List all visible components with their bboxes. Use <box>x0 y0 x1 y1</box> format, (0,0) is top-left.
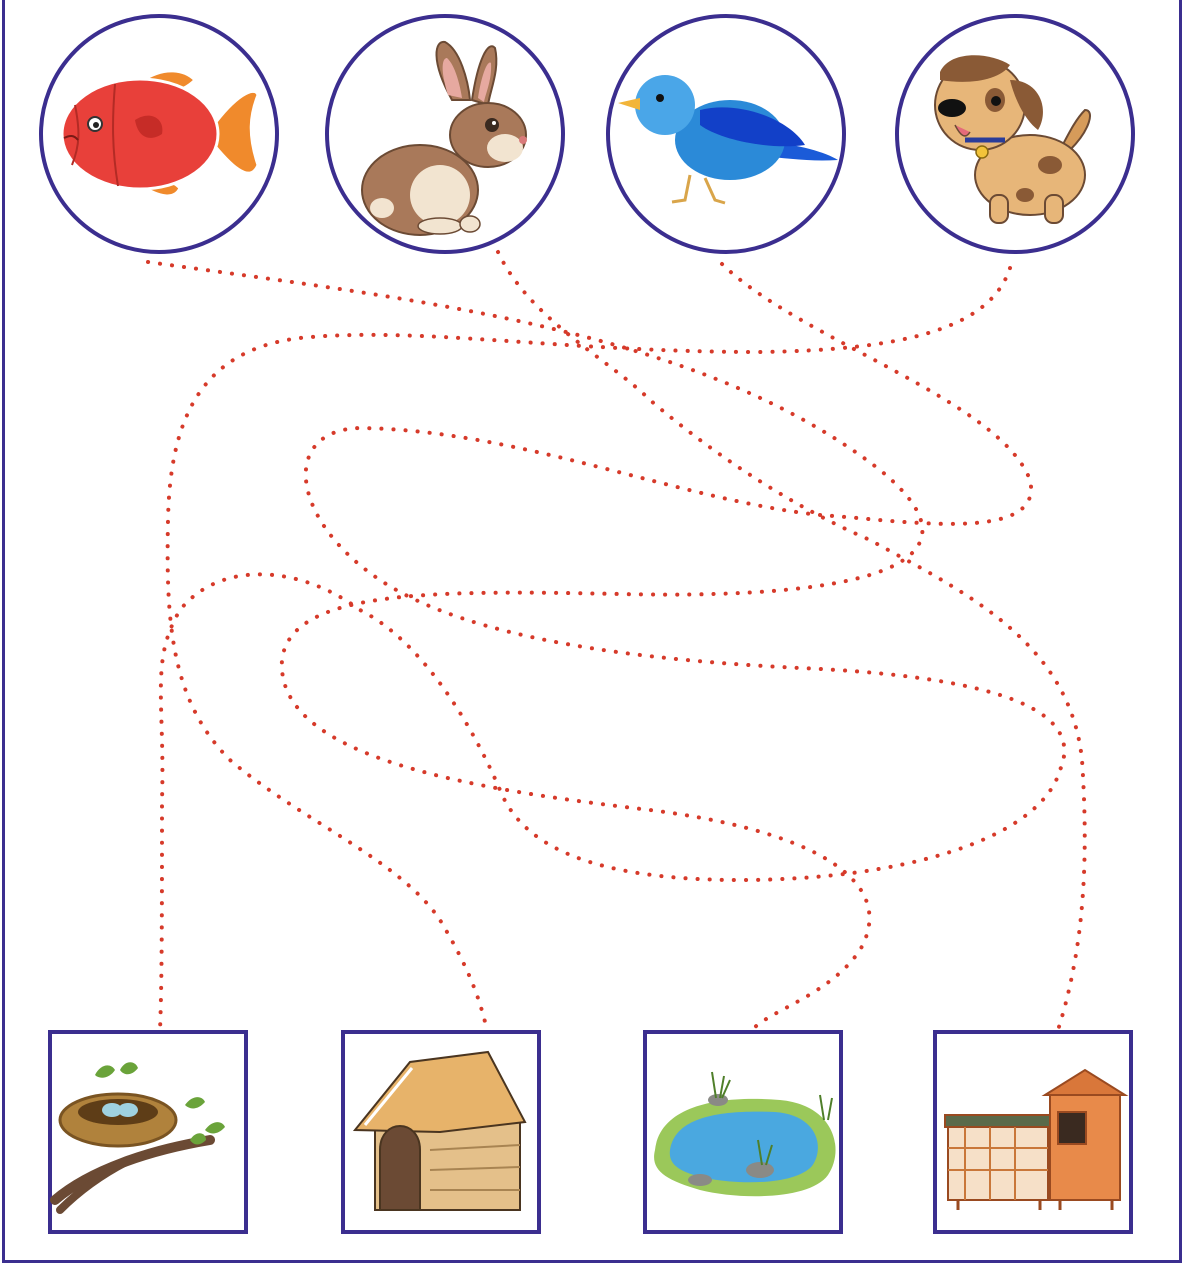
path-bird-to-nest[interactable] <box>160 264 1064 1030</box>
path-rabbit-to-hutch[interactable] <box>498 252 1085 1030</box>
maze-paths <box>148 252 1085 1030</box>
path-fish-to-pond[interactable] <box>148 262 922 1030</box>
path-dog-to-doghouse[interactable] <box>168 268 1010 1030</box>
